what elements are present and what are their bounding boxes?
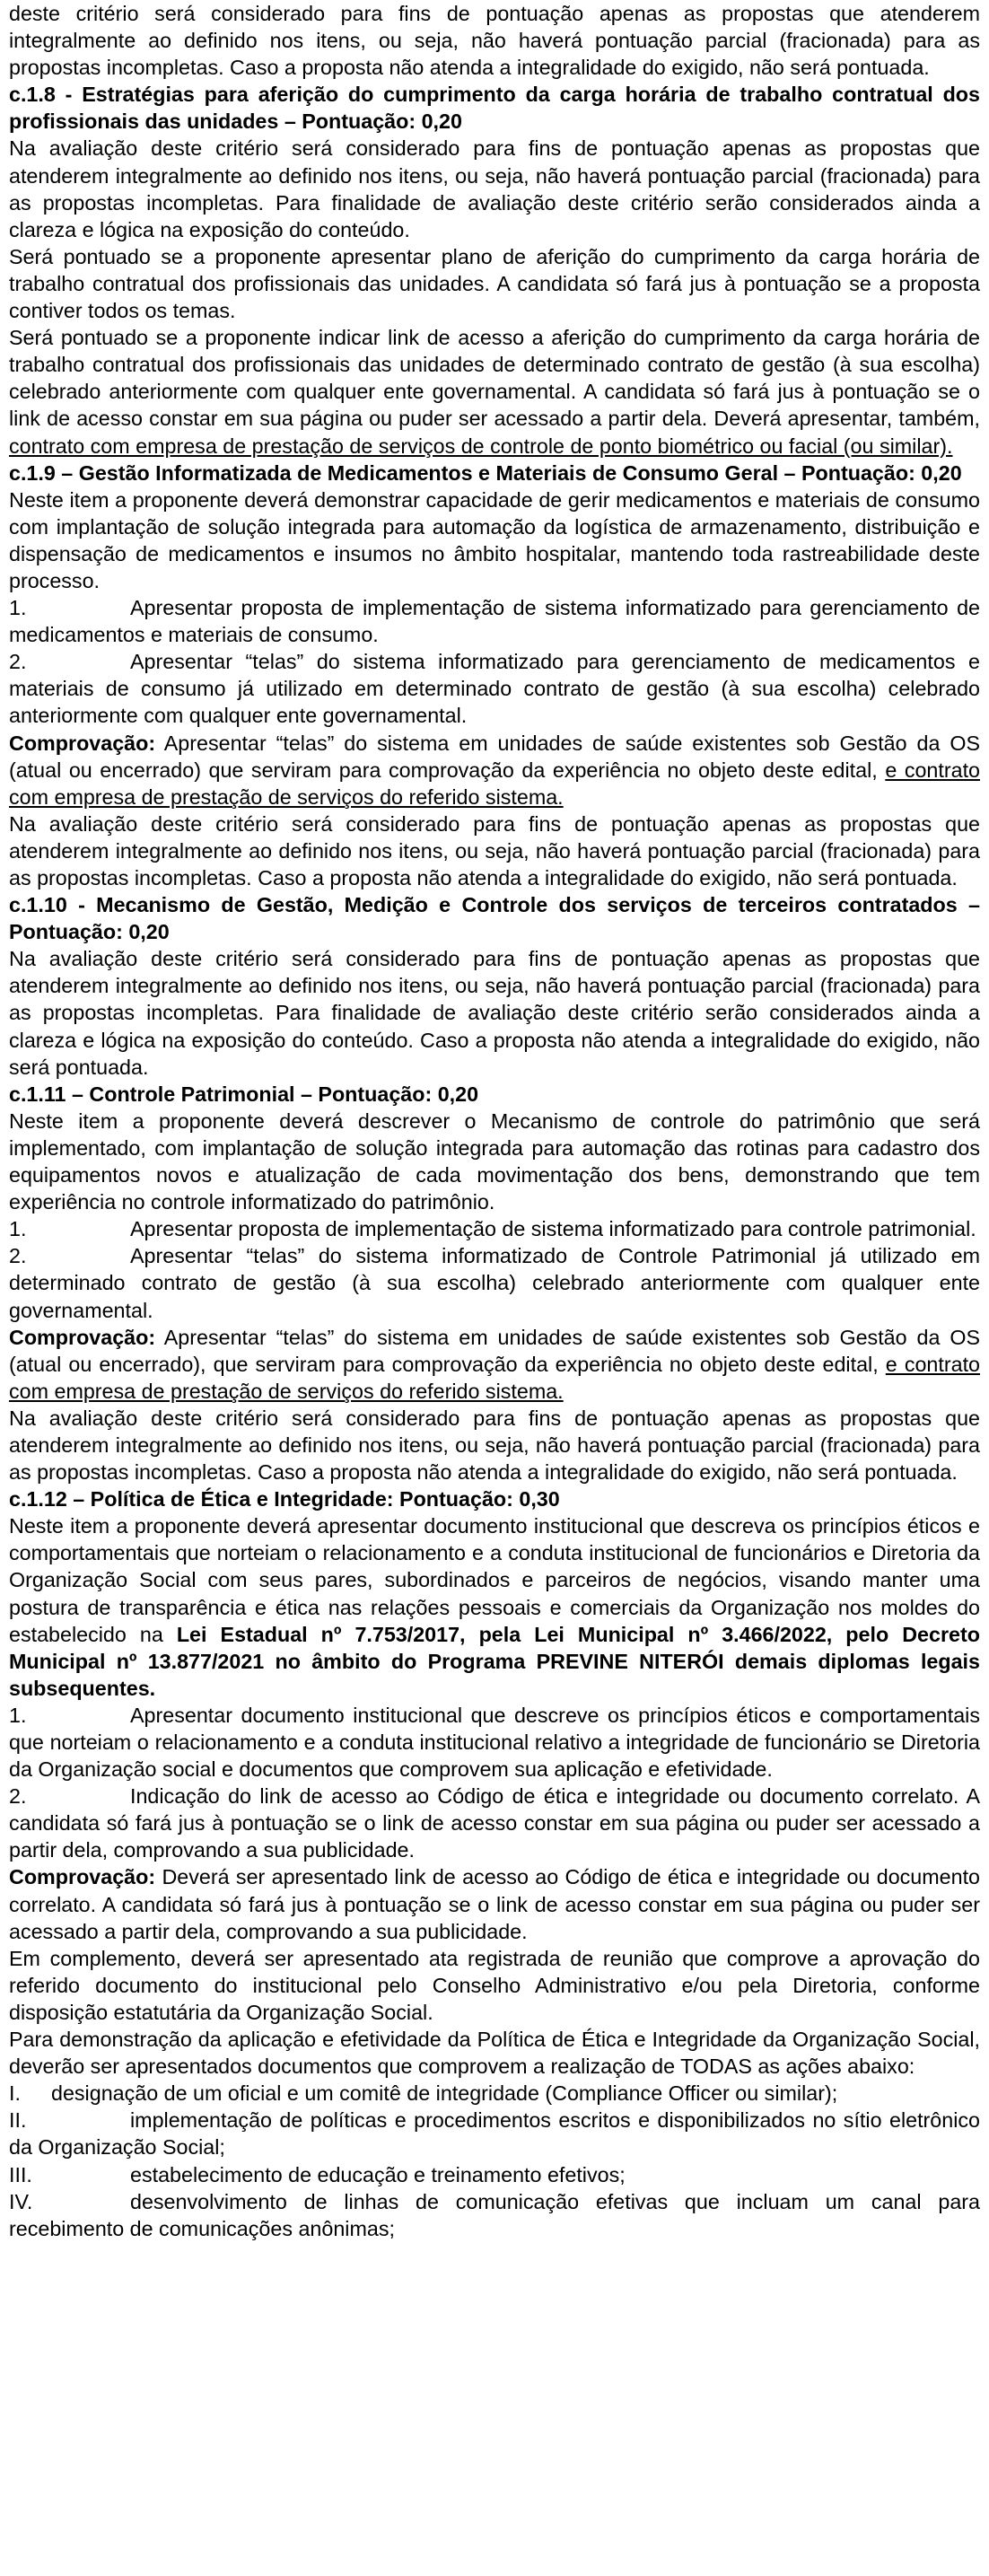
underlined-text: contrato com empresa de prestação de serviços de controle de ponto biométrico ou facial (ou similar). xyxy=(9,434,953,458)
roman-list-text: designação de um oficial e um comitê de integridade (Compliance Officer ou similar); xyxy=(51,2081,838,2106)
section-heading-c1-12: c.1.12 – Política de Ética e Integridade: Pontuação: 0,30 xyxy=(9,1487,560,1511)
section-heading-c1-9: c.1.9 – Gestão Informatizada de Medicamentos e Materiais de Consumo Geral – Pontuação: 0,20 xyxy=(9,460,962,485)
roman-numeral: III. xyxy=(9,2162,32,2186)
list-item xyxy=(9,1783,980,1863)
proof-paragraph xyxy=(9,1863,980,1944)
proof-paragraph xyxy=(9,730,980,810)
roman-numeral: IV. xyxy=(9,2189,33,2213)
roman-list-item xyxy=(9,2107,980,2160)
paragraph: Em complemento, deverá ser apresentado ata registrada de reunião que comprove a aprovação do referido documento do institucional pelo Conselho Administrativo e/ou pela Diretoria, conforme disposição estatutária da Organização Social. xyxy=(9,1946,980,2024)
proof-label: Comprovação: xyxy=(9,1325,156,1349)
paragraph: Neste item a proponente deverá demonstrar capacidade de gerir medicamentos e materiais de consumo com implantação de solução integrada para automação da logística de armazenamento, distribuição e dispensação de medicamentos e insumos no âmbito hospitalar, mantendo toda rastreabilidade deste processo. xyxy=(9,487,980,592)
paragraph: Na avaliação deste critério será considerado para fins de pontuação apenas as propostas que atenderem integralmente ao definido nos itens, ou seja, não haverá pontuação parcial (fracionada) para as propostas incompletas. Para finalidade de avaliação deste critério serão considerados ainda a clareza e lógica na exposição do conteúdo. xyxy=(9,136,980,241)
list-item xyxy=(9,1702,980,1783)
list-item-text: Apresentar proposta de implementação de sistema informatizado para controle patrimonial. xyxy=(130,1217,976,1241)
list-item xyxy=(9,648,980,729)
proof-text: Apresentar “telas” do sistema em unidades de saúde existentes sob Gestão da OS (atual ou encerrado) que serviram para comprovação da experiência no objeto deste edital, xyxy=(9,731,980,782)
paragraph: deste critério será considerado para fins de pontuação apenas as propostas que atenderem integralmente ao definido nos itens, ou seja, não haverá pontuação parcial (fracionada) para as propostas incompletas. Caso a proposta não atenda a integralidade do exigido, não será pontuada. xyxy=(9,2,980,80)
bold-legal-reference: Lei Estadual nº 7.753/2017, pela Lei Municipal nº 3.466/2022, pelo Decreto Municipal nº 13.877/2021 no âmbito do Programa PREVINE NITERÓI demais diplomas legais subsequentes. xyxy=(9,1622,980,1700)
roman-list-item xyxy=(9,2161,980,2188)
underlined-text: e contrato com empresa de prestação de serviços do referido sistema. xyxy=(9,758,981,809)
section-heading-c1-10: c.1.10 - Mecanismo de Gestão, Medição e Controle dos serviços de terceiros contratados – Pontuação: 0,20 xyxy=(9,893,980,944)
list-item xyxy=(9,594,980,648)
proof-label: Comprovação: xyxy=(9,731,156,755)
list-item-number: 2. xyxy=(9,1784,27,1809)
list-item-number: 2. xyxy=(9,1244,27,1268)
proof-label: Comprovação: xyxy=(9,1865,156,1889)
underlined-text: e contrato com empresa de prestação de serviços do referido sistema. xyxy=(9,1352,981,1403)
proof-text: Deverá ser apresentado link de acesso ao Código de ética e integridade ou documento correlato. A candidata só fará jus à pontuação se o link de acesso constar em sua página ou puder ser acessado a partir dela, comprovando a sua publicidade. xyxy=(9,1865,980,1943)
section-heading-c1-8: c.1.8 - Estratégias para aferição do cumprimento da carga horária de trabalho contratual dos profissionais das unidades – Pontuação: 0,20 xyxy=(9,83,980,134)
roman-list-text: implementação de políticas e procedimentos escritos e disponibilizados no sítio eletrônico da Organização Social; xyxy=(9,2108,980,2160)
list-item-number: 2. xyxy=(9,650,27,674)
list-item-text: Apresentar documento institucional que descreve os princípios éticos e comportamentais que norteiam o relacionamento e a conduta institucional relativo a integridade de funcionário se Diretoria da Organização social e documentos que comprovem sua aplicação e efetividade. xyxy=(9,1703,980,1782)
paragraph: Na avaliação deste critério será considerado para fins de pontuação apenas as propostas que atenderem integralmente ao definido nos itens, ou seja, não haverá pontuação parcial (fracionada) para as propostas incompletas. Para finalidade de avaliação deste critério serão considerados ainda a clareza e lógica na exposição do conteúdo. Caso a proposta não atenda a integralidade do exigido, não será pontuada. xyxy=(9,947,980,1079)
proof-paragraph xyxy=(9,1324,980,1405)
paragraph xyxy=(9,324,980,459)
section-heading-c1-11: c.1.11 – Controle Patrimonial – Pontuação: 0,20 xyxy=(9,1082,479,1106)
paragraph: Será pontuado se a proponente apresentar plano de aferição do cumprimento da carga horária de trabalho contratual dos profissionais das unidades. A candidata só fará jus à pontuação se a proposta contiver todos os temas. xyxy=(9,244,980,323)
roman-numeral: II. xyxy=(9,2108,27,2133)
roman-list-text: desenvolvimento de linhas de comunicação efetivas que incluam um canal para recebimento de comunicações anônimas; xyxy=(9,2189,980,2240)
paragraph-text: Neste item a proponente deverá apresentar documento institucional que descreva os princípios éticos e comportamentais que norteiam o relacionamento e a conduta institucional de funcionários e Diretoria da Organização Social com seus pares, subordinados e parceiros de negócios, visando manter uma postura de transparência e ética nas relações pessoais e comerciais da Organização nos moldes do estabelecido na xyxy=(9,1514,980,1646)
paragraph: Na avaliação deste critério será considerado para fins de pontuação apenas as propostas que atenderem integralmente ao definido nos itens, ou seja, não haverá pontuação parcial (fracionada) para as propostas incompletas. Caso a proposta não atenda a integralidade do exigido, não será pontuada. xyxy=(9,811,980,889)
paragraph xyxy=(9,1512,980,1702)
list-item xyxy=(9,1242,980,1323)
proof-text: Apresentar “telas” do sistema em unidades de saúde existentes sob Gestão da OS (atual ou encerrado), que serviram para comprovação da experiência no objeto deste edital, xyxy=(9,1325,980,1376)
roman-list-item xyxy=(9,2080,980,2107)
list-item-text: Indicação do link de acesso ao Código de ética e integridade ou documento correlato. A candidata só fará jus à pontuação se o link de acesso constar em sua página ou puder ser acessado a partir dela, comprovando a sua publicidade. xyxy=(9,1784,980,1862)
list-item-number: 1. xyxy=(9,596,27,620)
list-item xyxy=(9,1215,980,1242)
roman-list-text: estabelecimento de educação e treinamento efetivos; xyxy=(130,2162,626,2186)
paragraph: Para demonstração da aplicação e efetividade da Política de Ética e Integridade da Organização Social, deverão ser apresentados documentos que comprovem a realização de TODAS as ações abaixo: xyxy=(9,2028,980,2079)
paragraph: Neste item a proponente deverá descrever o Mecanismo de controle do patrimônio que será implementado, com implantação de solução integrada para automação das rotinas para cadastro dos equipamentos novos e atualização de cada movimentação dos bens, demonstrando que tem experiência no controle informatizado do patrimônio. xyxy=(9,1108,980,1214)
roman-numeral: I. xyxy=(9,2081,21,2106)
list-item-number: 1. xyxy=(9,1217,27,1241)
list-item-text: Apresentar “telas” do sistema informatizado de Controle Patrimonial já utilizado em determinado contrato de gestão (à sua escolha) celebrado anteriormente com qualquer ente governamental. xyxy=(9,1244,980,1322)
list-item-text: Apresentar proposta de implementação de sistema informatizado para gerenciamento de medicamentos e materiais de consumo. xyxy=(9,596,980,647)
paragraph: Na avaliação deste critério será considerado para fins de pontuação apenas as propostas que atenderem integralmente ao definido nos itens, ou seja, não haverá pontuação parcial (fracionada) para as propostas incompletas. Caso a proposta não atenda a integralidade do exigido, não será pontuada. xyxy=(9,1406,980,1485)
list-item-number: 1. xyxy=(9,1703,27,1727)
paragraph-text: Será pontuado se a proponente indicar link de acesso a aferição do cumprimento da carga horária de trabalho contratual dos profissionais das unidades de determinado contrato de gestão (à sua escolha) celebrado anteriormente com qualquer ente governamental. A candidata só fará jus à pontuação se o link de acesso constar em sua página ou puder ser acessado a partir dela. Deverá apresentar, também, xyxy=(9,326,980,431)
roman-list-item xyxy=(9,2188,980,2242)
list-item-text: Apresentar “telas” do sistema informatizado para gerenciamento de medicamentos e materiais de consumo já utilizado em determinado contrato de gestão (à sua escolha) celebrado anteriormente com qualquer ente governamental. xyxy=(9,650,980,728)
